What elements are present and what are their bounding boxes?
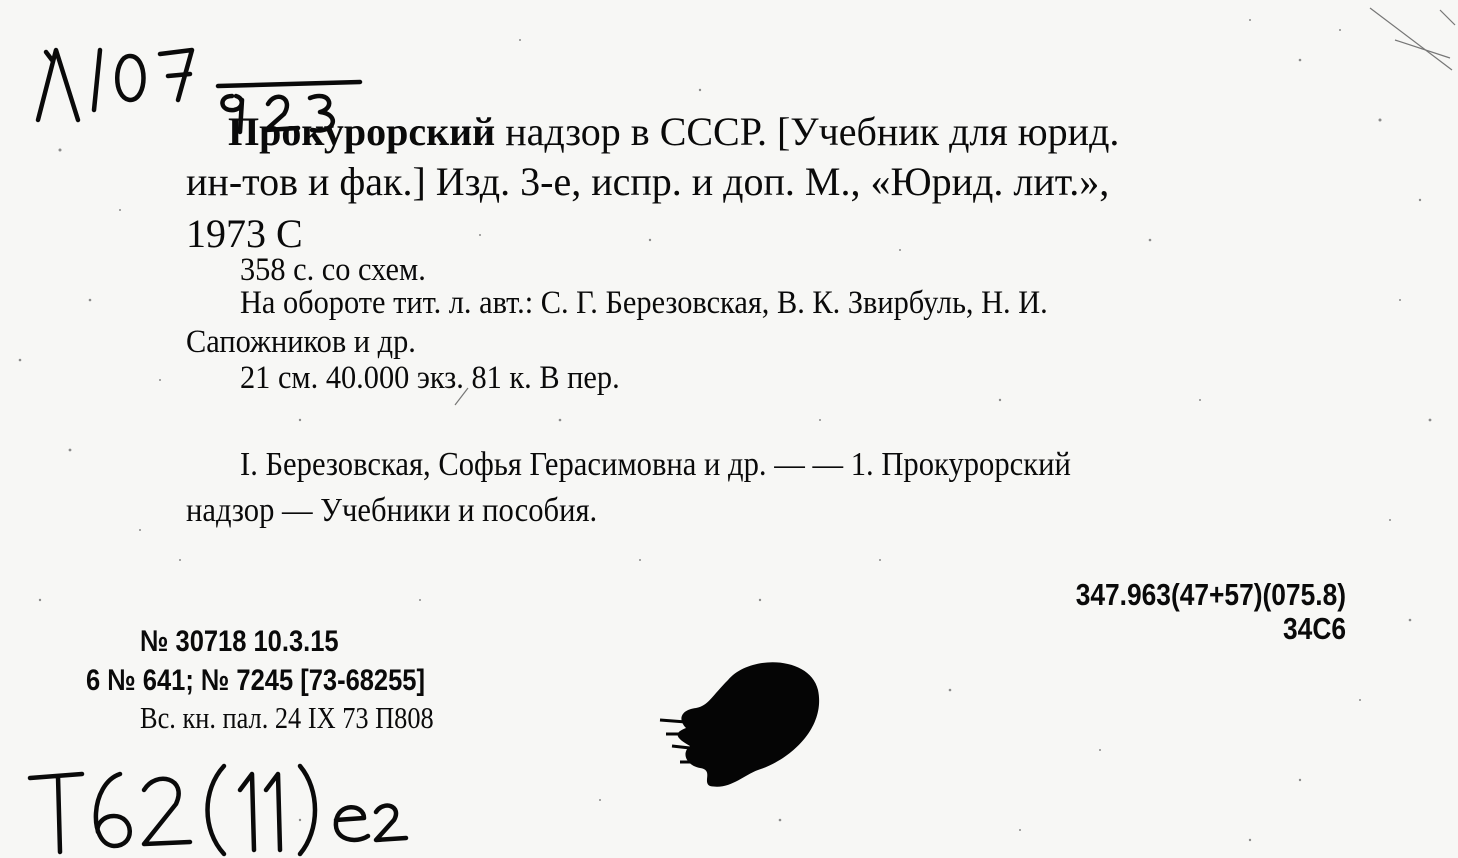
physical-description: 21 см. 40.000 экз. 81 к. В пер.: [240, 360, 620, 396]
udc-number: 347.963(47+57)(075.8): [1075, 577, 1346, 612]
classification-block: [1076, 578, 1346, 646]
title-lead: Прокурорский: [228, 109, 496, 154]
title-line-3: 1973 С: [186, 211, 303, 256]
accession-line-3: Вс. кн. пал. 24 IX 73 П808: [140, 700, 434, 735]
tracing-line-2: надзор — Учебники и пособия.: [186, 492, 598, 529]
ink-blot: [650, 650, 830, 800]
accession-line-2: 6 № 641; № 7245 [73-68255]: [86, 664, 425, 697]
pagination: 358 с. со схем.: [240, 252, 426, 288]
title-line-2: ин-тов и фак.] Изд. 3-е, испр. и доп. М., «Юрид. лит.»,: [186, 159, 1110, 204]
title-line-1-rest: надзор в СССР. [Учебник для юрид.: [495, 109, 1120, 154]
handwritten-shelf-mark: [20, 760, 440, 858]
accession-line-1: № 30718 10.3.15: [140, 625, 339, 658]
authors-note: На обороте тит. л. авт.: С. Г. Березовская, В. К. Звирбуль, Н. И.: [240, 285, 1048, 321]
bbk-number: 34С6: [1283, 611, 1346, 646]
handwritten-shelf-mark-svg: [20, 760, 440, 858]
title-line-1: [228, 108, 1119, 155]
tracing-line-1: I. Березовская, Софья Герасимовна и др. — — 1. Прокурорский: [240, 446, 1071, 483]
authors-note-continued: Сапожников и др.: [186, 324, 416, 360]
